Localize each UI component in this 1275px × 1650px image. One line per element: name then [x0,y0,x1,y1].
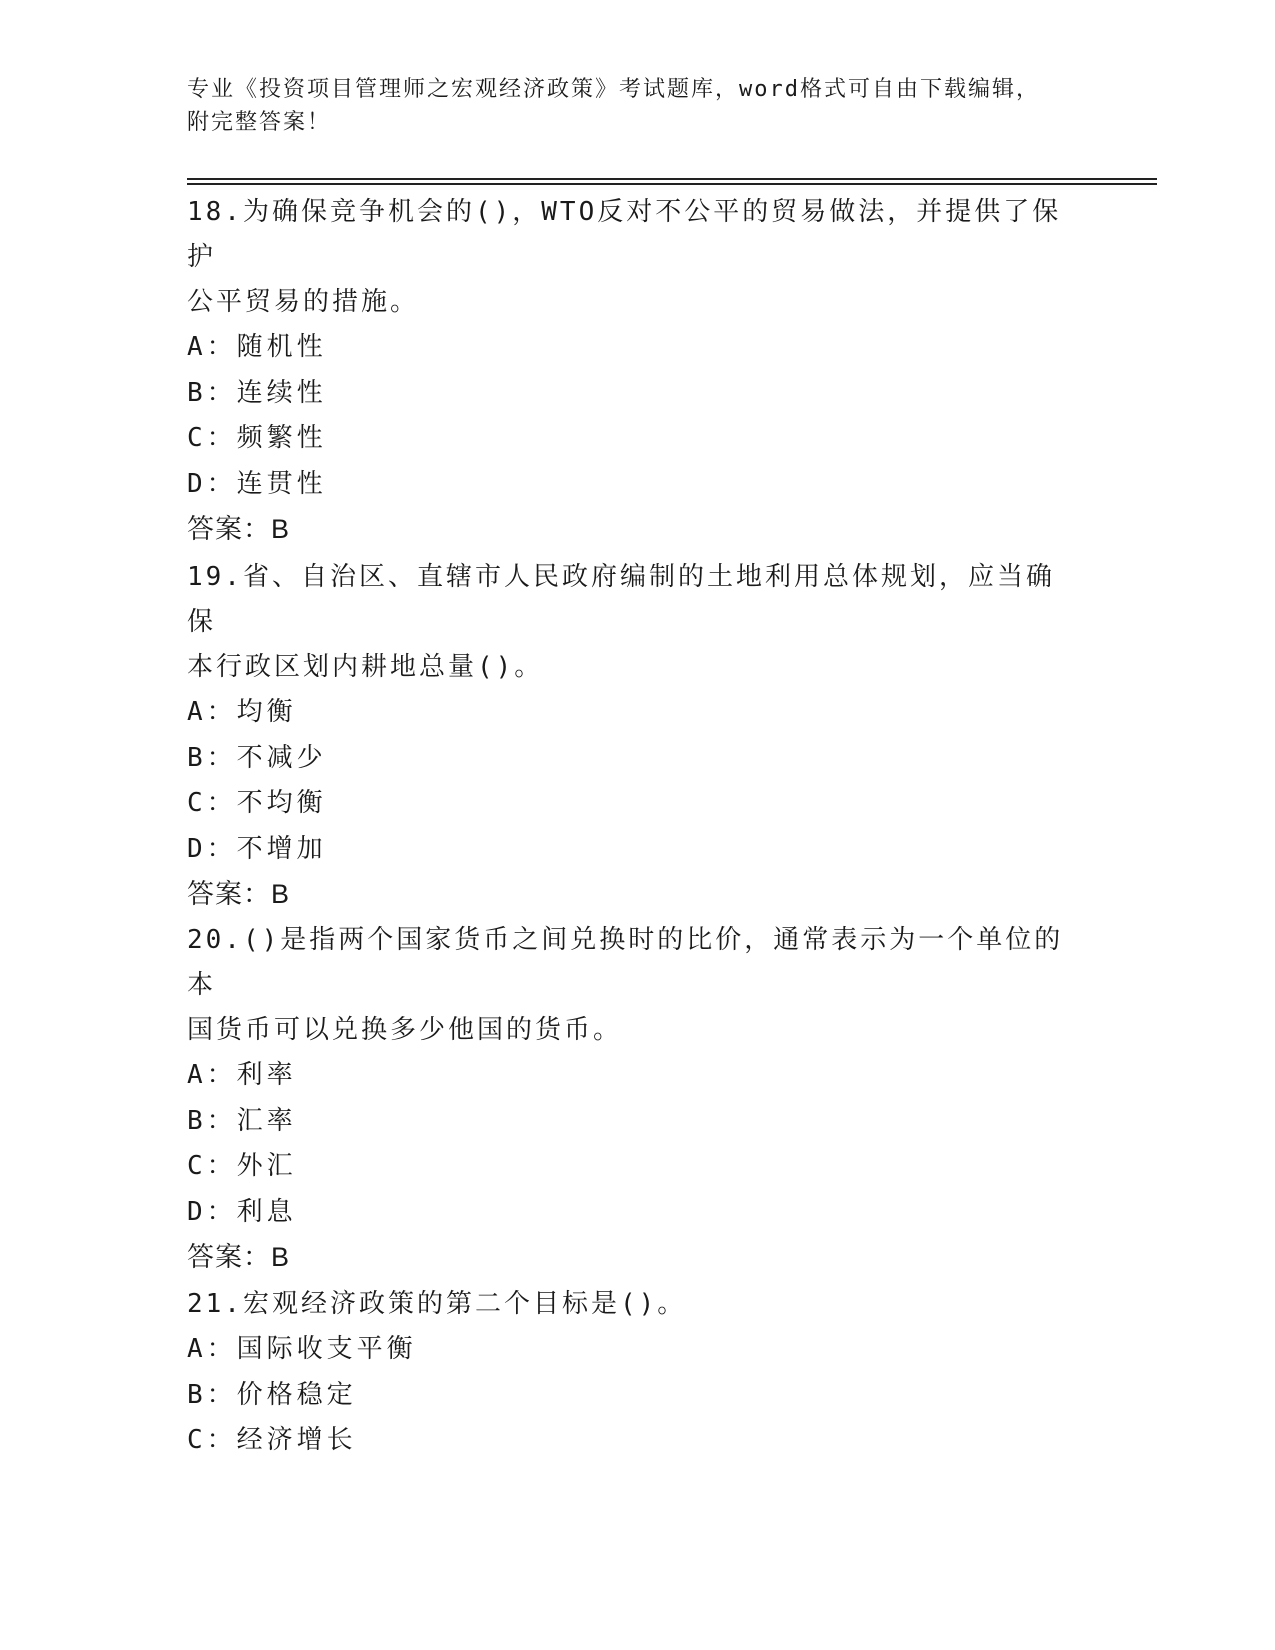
question-21 [187,1282,1067,1464]
question-stem-line-1: 20.()是指两个国家货币之间兑换时的比价，通常表示为一个单位的本 [187,925,1064,1000]
answer: 答案：B [187,879,291,909]
answer: 答案：B [187,514,291,544]
option-b: B：连续性 [187,377,327,408]
option-b: B：不减少 [187,742,327,773]
document-header [187,73,1067,139]
question-19 [187,555,1067,917]
question-18 [187,190,1067,552]
option-d: D：不增加 [187,833,327,864]
option-a: A：国际收支平衡 [187,1334,417,1364]
option-a: A：均衡 [187,697,297,727]
question-stem-line-1: 18.为确保竞争机会的()，WTO反对不公平的贸易做法，并提供了保护 [187,197,1062,272]
question-stem-line-2: 公平贸易的措施。 [187,287,420,317]
option-c: C：经济增长 [187,1425,357,1455]
header-divider-top [187,178,1157,180]
header-divider-bottom [187,183,1157,185]
option-c: C：外汇 [187,1151,297,1181]
question-20 [187,918,1067,1280]
option-d: D：利息 [187,1196,297,1227]
question-stem-line-1: 19.省、自治区、直辖市人民政府编制的土地利用总体规划，应当确保 [187,562,1055,637]
option-b: B：价格稳定 [187,1379,357,1410]
option-c: C：频繁性 [187,423,327,453]
option-a: A：利率 [187,1060,297,1090]
option-a: A：随机性 [187,332,327,362]
option-b: B：汇率 [187,1105,297,1136]
header-line-2: 附完整答案！ [187,110,332,135]
question-stem-line-2: 国货币可以兑换多少他国的货币。 [187,1015,623,1045]
answer: 答案：B [187,1242,291,1272]
option-c: C：不均衡 [187,788,327,818]
option-d: D：连贯性 [187,468,327,499]
header-line-1: 专业《投资项目管理师之宏观经济政策》考试题库，word格式可自由下载编辑， [187,77,1040,102]
question-stem-line-2: 本行政区划内耕地总量()。 [187,652,544,682]
question-stem-line-1: 21.宏观经济政策的第二个目标是()。 [187,1289,687,1319]
